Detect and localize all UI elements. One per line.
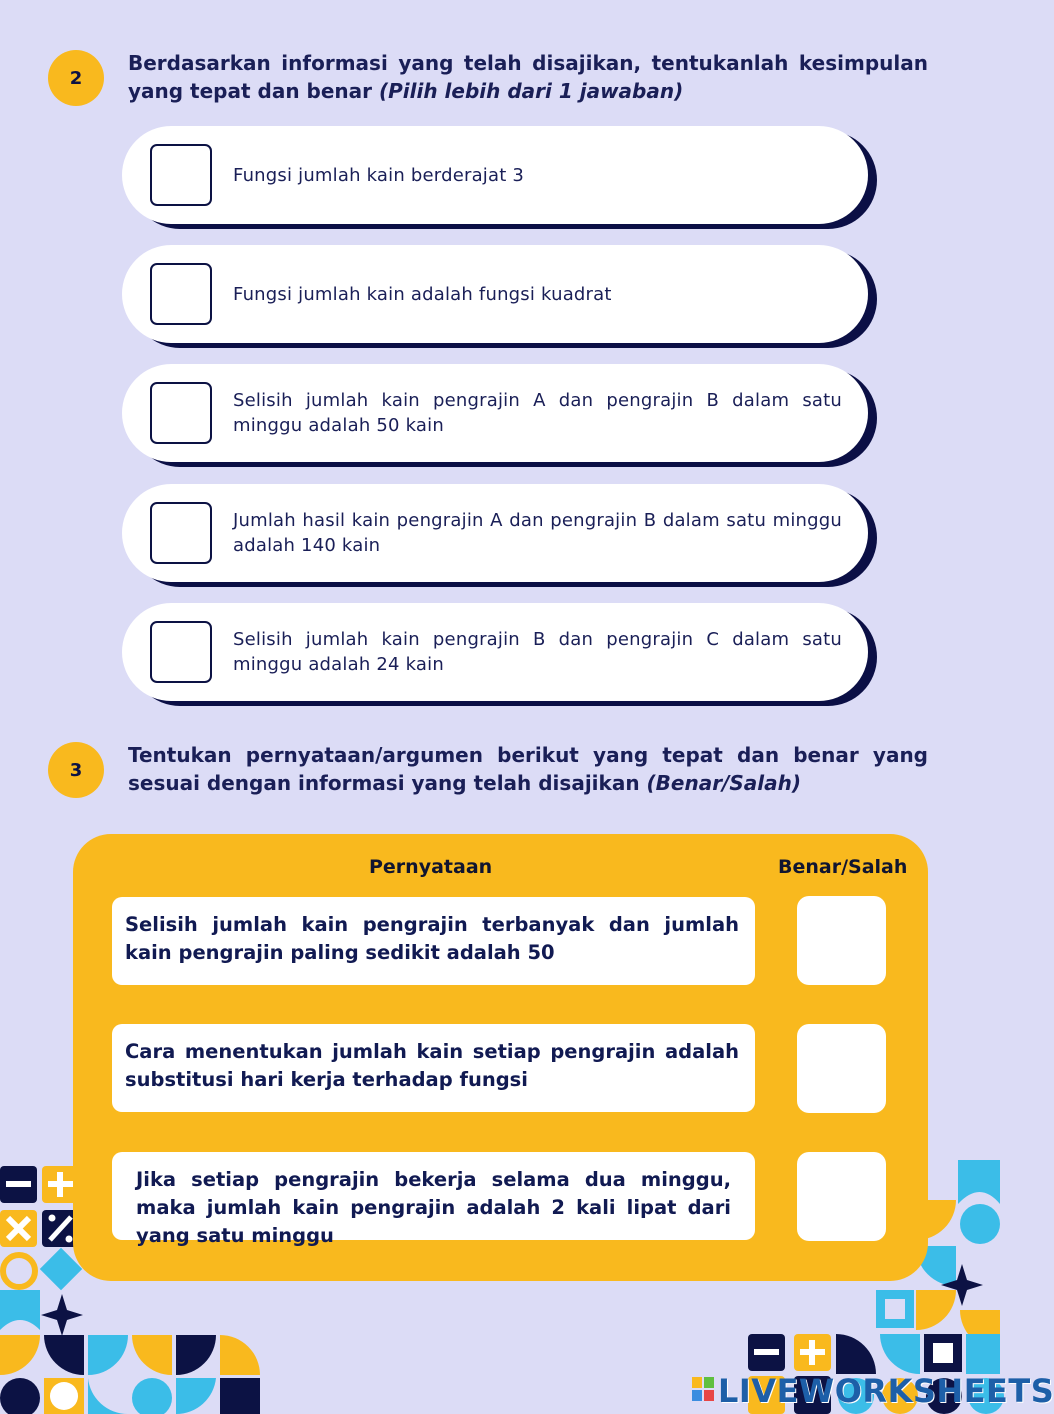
- statement-column-header: Pernyataan: [369, 856, 493, 878]
- question-3-prompt: [128, 741, 928, 797]
- answer-option[interactable]: [122, 484, 868, 582]
- option-label: Fungsi jumlah kain berderajat 3: [233, 164, 525, 186]
- answer-drop-box[interactable]: [797, 896, 886, 985]
- answer-option[interactable]: [122, 603, 868, 701]
- statement-card: Cara menentukan jumlah kain setiap pengrajin adalah substitusi hari kerja terhadap fungsi: [112, 1024, 755, 1112]
- option-label: Selisih jumlah kain pengrajin B dan pengrajin C dalam satu minggu adalah 24 kain: [233, 629, 842, 675]
- option-checkbox[interactable]: [150, 502, 212, 564]
- answer-option[interactable]: [122, 364, 868, 462]
- question-2-prompt: [128, 49, 928, 105]
- question-2-text: Berdasarkan informasi yang telah disajikan, tentukanlah kesimpulan yang tepat dan benar: [128, 51, 928, 103]
- answer-option[interactable]: [122, 126, 868, 224]
- option-checkbox[interactable]: [150, 263, 212, 325]
- option-label: Selisih jumlah kain pengrajin A dan pengrajin B dalam satu minggu adalah 50 kain: [233, 390, 842, 436]
- question-3-text: Tentukan pernyataan/argumen berikut yang tepat dan benar yang sesuai dengan informasi yang telah disajikan: [128, 743, 928, 795]
- statement-card: Selisih jumlah kain pengrajin terbanyak dan jumlah kain pengrajin paling sedikit adalah 50: [112, 897, 755, 985]
- liveworksheets-logo-icon: [692, 1377, 714, 1401]
- statement-card: Jika setiap pengrajin bekerja selama dua minggu, maka jumlah kain pengrajin adalah 2 kali lipat dari yang satu minggu: [112, 1152, 755, 1240]
- option-label: Jumlah hasil kain pengrajin A dan pengrajin B dalam satu minggu adalah 140 kain: [233, 510, 842, 556]
- option-checkbox[interactable]: [150, 144, 212, 206]
- answer-drop-box[interactable]: [797, 1152, 886, 1241]
- question-number-badge: 3: [48, 742, 104, 798]
- option-checkbox[interactable]: [150, 382, 212, 444]
- question-number-badge: 2: [48, 50, 104, 106]
- option-label: Fungsi jumlah kain adalah fungsi kuadrat: [233, 283, 612, 305]
- option-checkbox[interactable]: [150, 621, 212, 683]
- answer-drop-box[interactable]: [797, 1024, 886, 1113]
- watermark-text: LIVEWORKSHEETS: [718, 1372, 1054, 1410]
- answer-column-header: Benar/Salah: [778, 856, 908, 878]
- question-3-hint: (Benar/Salah): [646, 771, 802, 795]
- answer-option[interactable]: [122, 245, 868, 343]
- question-2-hint: (Pilih lebih dari 1 jawaban): [378, 79, 684, 103]
